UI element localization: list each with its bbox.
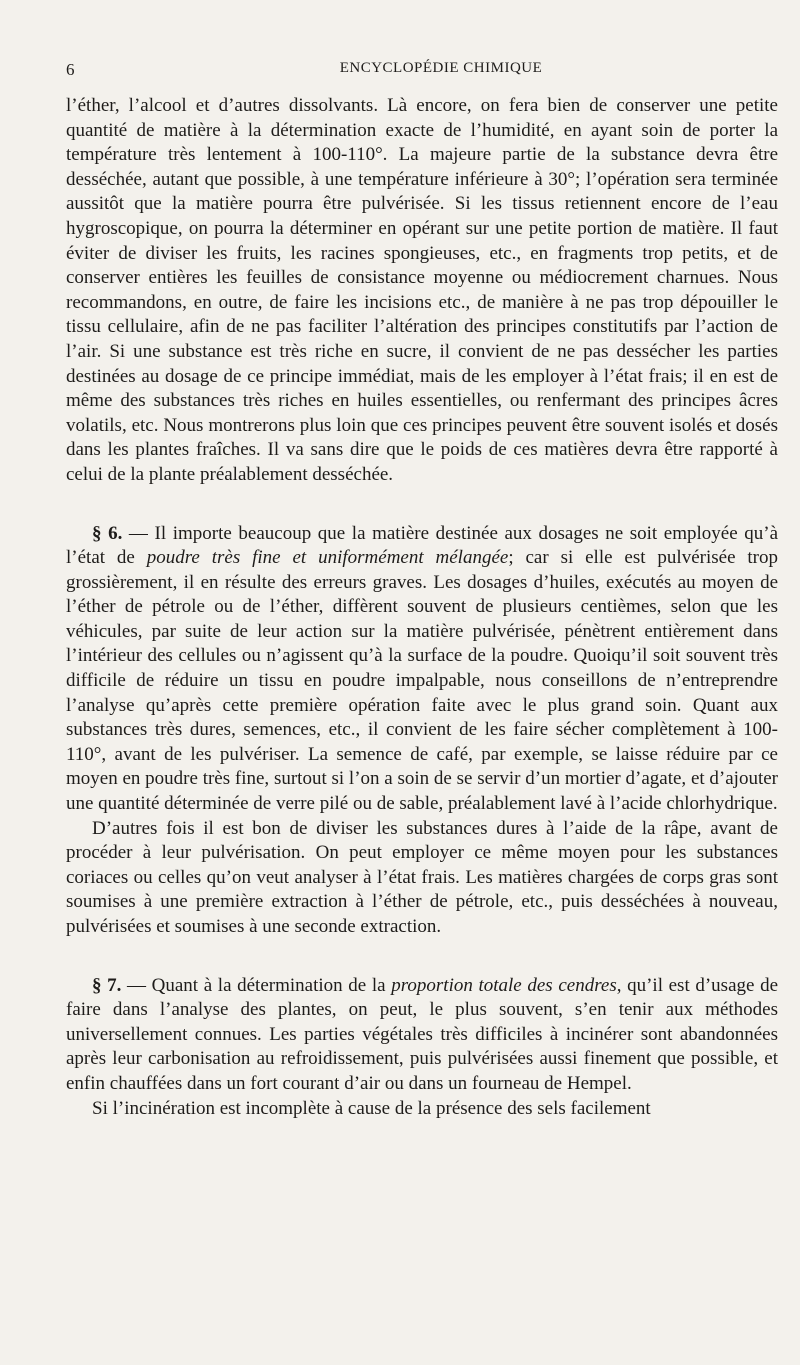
page-number: 6 bbox=[66, 60, 75, 79]
section-7-lead: — Quant à la détermination de la bbox=[121, 974, 392, 996]
page-body bbox=[66, 94, 778, 1121]
section-7-emphasis: proportion totale des cendres bbox=[391, 974, 617, 996]
section-7-label: § 7. bbox=[92, 974, 122, 996]
section-6-paragraph bbox=[66, 522, 778, 817]
section-7-rest: , qu’il est d’usage de faire dans l’analyse des plantes, on peut, le plus souvent, s’en tenir aux méthodes universellement connues. Les parties végétales très difficiles à incinérer sont abandonnées après leur carbonisation au refroidissement, puis pulvérisées aussi finement que possible, et enfin chauffées dans un fort courant d’air ou dans un fourneau de Hempel. bbox=[66, 974, 779, 1094]
section-6-label: § 6. bbox=[92, 522, 123, 544]
section-6-second-paragraph: D’autres fois il est bon de diviser les substances dures à l’aide de la râpe, avant de procéder à leur pulvérisation. On peut employer ce même moyen pour les substances coriaces ou celles qu’on veut analyser à l’état frais. Les matières chargées de corps gras sont soumises à une première extraction à l’éther de pétrole, etc., puis desséchées à nouveau, pulvérisées et soumises à une seconde extraction. bbox=[66, 817, 778, 937]
page-header bbox=[66, 60, 776, 82]
section-7-paragraph bbox=[66, 974, 778, 1097]
running-head: ENCYCLOPÉDIE CHIMIQUE bbox=[339, 60, 543, 76]
section-6-lead: — Il importe beaucoup que la matière destinée aux dosages ne soit employée qu’à l’état de bbox=[66, 522, 779, 569]
paragraph-continued: l’éther, l’alcool et d’autres dissolvants. Là encore, on fera bien de conserver une petite quantité de matière à la détermination exacte de l’humidité, en ayant soin de porter la température très lentement à 100-110°. La majeure partie de la substance devra être desséchée, autant que possible, à une température inférieure à 30°; l’opération sera terminée aussitôt que la matière pourra être pulvérisée. Si les tissus retiennent encore de l’eau hygroscopique, on pourra la déterminer en opérant sur une petite portion de matière. Il faut éviter de diviser les fruits, les racines spongieuses, etc., en fragments trop petits, et de conserver entières les feuilles de consistance moyenne ou médiocrement charnues. Nous recommandons, en outre, de faire les incisions etc., de manière à ne pas trop dépouiller le tissu cellulaire, afin de ne pas faciliter l’altération des principes constitutifs par l’action de l’air. Si une substance est très riche en sucre, il convient de ne pas dessécher les parties destinées au dosage de ce principe immédiat, mais de les employer à l’état frais; il en est de même des substances très riches en huiles essentielles, ou renfermant des principes âcres volatils, etc. Nous montrerons plus loin que ces principes peuvent être souvent isolés et dosés dans les plantes fraîches. Il va sans dire que le poids de ces matières devra être rapporté à celui de la plante préalablement desséchée. bbox=[66, 95, 778, 485]
section-6-emphasis: poudre très fine et uniformément mélangée bbox=[146, 547, 509, 569]
section-6-rest: ; car si elle est pulvérisée trop grossièrement, il en résulte des erreurs graves. Les dosages d’huiles, exécutés au moyen de l’éther de pétrole ou de l’éther, diffèrent souvent de plusieurs centièmes, selon que les véhicules, par suite de leur action sur la matière pulvérisée, pénètrent entièrement dans l’intérieur des cellules ou n’agissent qu’à la surface de la poudre. Quoiqu’il soit souvent très difficile de réduire un tissu en poudre impalpable, nous conseillons de n’entreprendre l’analyse qu’après cette première opération faite avec le plus grand soin. Quant aux substances très dures, semences, etc., il convient de les faire sécher complètement à 100-110°, avant de les pulvériser. La semence de café, par exemple, se laisse réduire par ce moyen en poudre très fine, surtout si l’on a soin de se servir d’un mortier d’agate, et d’ajouter une quantité déterminée de verre pilé ou de sable, préalablement lavé à l’acide chlorhydrique. bbox=[66, 547, 778, 815]
section-7-second-paragraph: Si l’incinération est incomplète à cause de la présence des sels facilement bbox=[92, 1097, 651, 1119]
section-gap bbox=[66, 940, 778, 974]
section-gap bbox=[66, 488, 778, 522]
